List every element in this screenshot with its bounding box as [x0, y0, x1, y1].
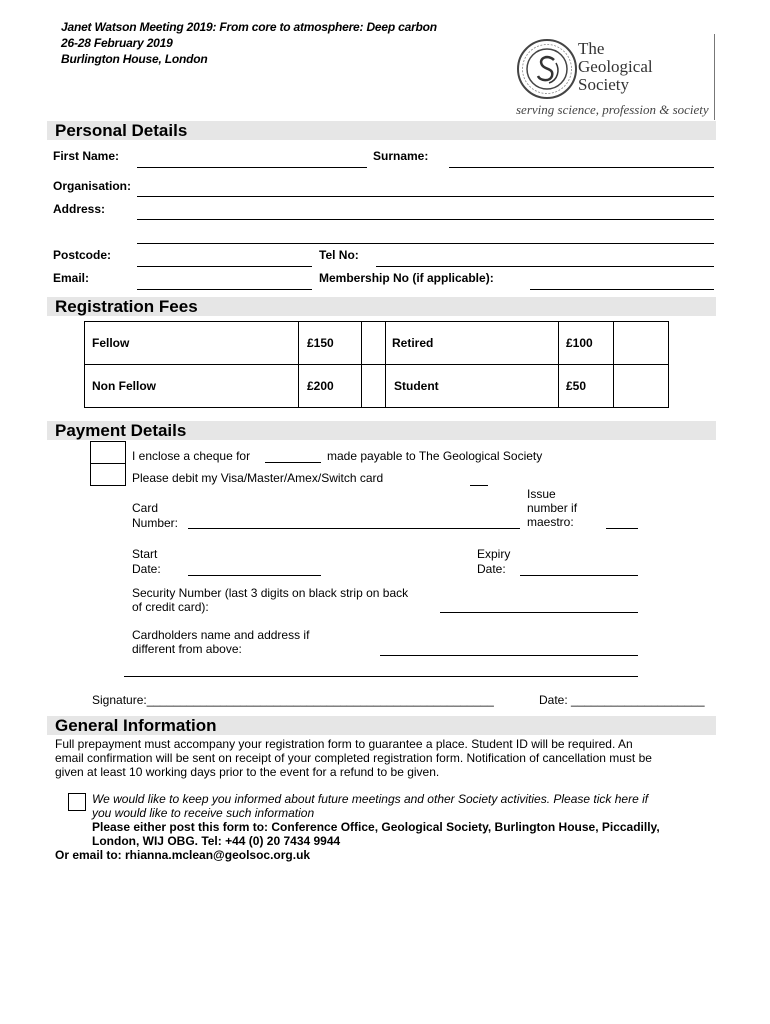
- logo-name-3: Society: [578, 75, 629, 94]
- debit-text: Please debit my Visa/Master/Amex/Switch card: [132, 471, 384, 485]
- fees-col-3: [385, 321, 386, 408]
- payment-details-title: Payment Details: [55, 421, 187, 440]
- expiry-date-field[interactable]: [520, 575, 638, 576]
- start-date-field[interactable]: [188, 575, 321, 576]
- issue-label-2: number if: [527, 501, 578, 515]
- holder-field-2[interactable]: [124, 676, 638, 677]
- fee-price-student: £50: [566, 379, 587, 393]
- fee-checkbox-non-fellow[interactable]: [362, 365, 384, 407]
- fee-checkbox-retired[interactable]: [614, 322, 668, 363]
- holder-field-1[interactable]: [380, 655, 638, 656]
- cheque-checkbox[interactable]: [90, 441, 126, 464]
- personal-details-header: [47, 121, 716, 140]
- cheque-amount-field[interactable]: [265, 462, 321, 463]
- logo-name-2: Geological: [578, 57, 653, 76]
- expiry-label-2: Date:: [477, 562, 506, 576]
- general-text-1: Full prepayment must accompany your registration form to guarantee a place. Student ID will be required. An: [55, 737, 633, 751]
- debit-card-checkbox[interactable]: [90, 463, 126, 486]
- security-label-2: of credit card):: [132, 600, 209, 614]
- general-information-header: [47, 716, 716, 735]
- logo-divider: [714, 34, 715, 120]
- debit-mark-field[interactable]: [470, 485, 488, 486]
- start-label-2: Date:: [132, 562, 161, 576]
- general-text-2: email confirmation will be sent on receipt of your completed registration form. Notification of cancellation must be: [55, 751, 652, 765]
- event-title: Janet Watson Meeting 2019: From core to atmosphere: Deep carbon: [61, 20, 437, 34]
- fee-checkbox-fellow[interactable]: [362, 322, 384, 363]
- fees-col-1: [298, 321, 299, 408]
- post-text-1: Please either post this form to: Conference Office, Geological Society, Burlington House, Piccadilly,: [92, 820, 660, 834]
- start-label-1: Start: [132, 547, 158, 561]
- optin-text-2: you would like to receive such information: [92, 806, 315, 820]
- fees-col-4: [558, 321, 559, 408]
- fee-price-non-fellow: £200: [307, 379, 334, 393]
- email-label: Email:: [53, 271, 90, 285]
- organisation-label: Organisation:: [53, 179, 132, 193]
- issue-label-1: Issue: [527, 487, 556, 501]
- holder-label-2: different from above:: [132, 642, 242, 656]
- issue-label-3: maestro:: [527, 515, 574, 529]
- registration-fees-header: [47, 297, 716, 316]
- logo-name-1: The: [578, 39, 605, 58]
- fee-price-retired: £100: [566, 336, 593, 350]
- payment-details-header: [47, 421, 716, 440]
- card-label-2: Number:: [132, 516, 179, 530]
- address-label: Address:: [53, 202, 106, 216]
- fee-checkbox-student[interactable]: [614, 365, 668, 407]
- optin-checkbox[interactable]: [68, 793, 86, 811]
- address-field-1[interactable]: [137, 219, 714, 220]
- email-contact-text: Or email to: rhianna.mclean@geolsoc.org.uk: [55, 848, 311, 862]
- organisation-field[interactable]: [137, 196, 714, 197]
- cheque-text: I enclose a cheque for: [132, 449, 251, 463]
- event-dates: 26-28 February 2019: [61, 36, 173, 50]
- first-name-label: First Name:: [53, 149, 120, 163]
- society-seal-icon: [516, 38, 578, 100]
- postcode-label: Postcode:: [53, 248, 112, 262]
- address-field-2[interactable]: [137, 243, 714, 244]
- issue-number-field[interactable]: [606, 528, 638, 529]
- membership-field[interactable]: [530, 289, 714, 290]
- date-field[interactable]: Date: ____________________: [539, 693, 705, 707]
- tel-field[interactable]: [376, 266, 714, 267]
- fee-label-retired: Retired: [392, 336, 434, 350]
- registration-fees-title: Registration Fees: [55, 297, 198, 316]
- card-number-field[interactable]: [188, 528, 520, 529]
- first-name-field[interactable]: [137, 167, 367, 168]
- expiry-label-1: Expiry: [477, 547, 511, 561]
- cheque-payable-text: made payable to The Geological Society: [327, 449, 543, 463]
- general-text-3: given at least 10 working days prior to the event for a refund to be given.: [55, 765, 440, 779]
- signature-field[interactable]: Signature:____________________________________________________: [92, 693, 494, 707]
- event-venue: Burlington House, London: [61, 52, 208, 66]
- general-information-title: General Information: [55, 716, 217, 735]
- fee-price-fellow: £150: [307, 336, 334, 350]
- security-label-1: Security Number (last 3 digits on black strip on back: [132, 586, 409, 600]
- fee-label-student: Student: [394, 379, 439, 393]
- tel-label: Tel No:: [319, 248, 359, 262]
- membership-label: Membership No (if applicable):: [319, 271, 494, 285]
- personal-details-title: Personal Details: [55, 121, 188, 140]
- optin-text-1: We would like to keep you informed about future meetings and other Society activities. Please tick here if: [92, 792, 649, 806]
- postcode-field[interactable]: [137, 266, 312, 267]
- fee-label-non-fellow: Non Fellow: [92, 379, 156, 393]
- surname-label: Surname:: [373, 149, 429, 163]
- holder-label-1: Cardholders name and address if: [132, 628, 310, 642]
- logo-tagline: serving science, profession & society: [516, 102, 709, 117]
- card-label-1: Card: [132, 501, 159, 515]
- security-number-field[interactable]: [440, 612, 638, 613]
- email-field[interactable]: [137, 289, 312, 290]
- post-text-2: London, WIJ OBG. Tel: +44 (0) 20 7434 9944: [92, 834, 341, 848]
- surname-field[interactable]: [449, 167, 714, 168]
- fee-label-fellow: Fellow: [92, 336, 130, 350]
